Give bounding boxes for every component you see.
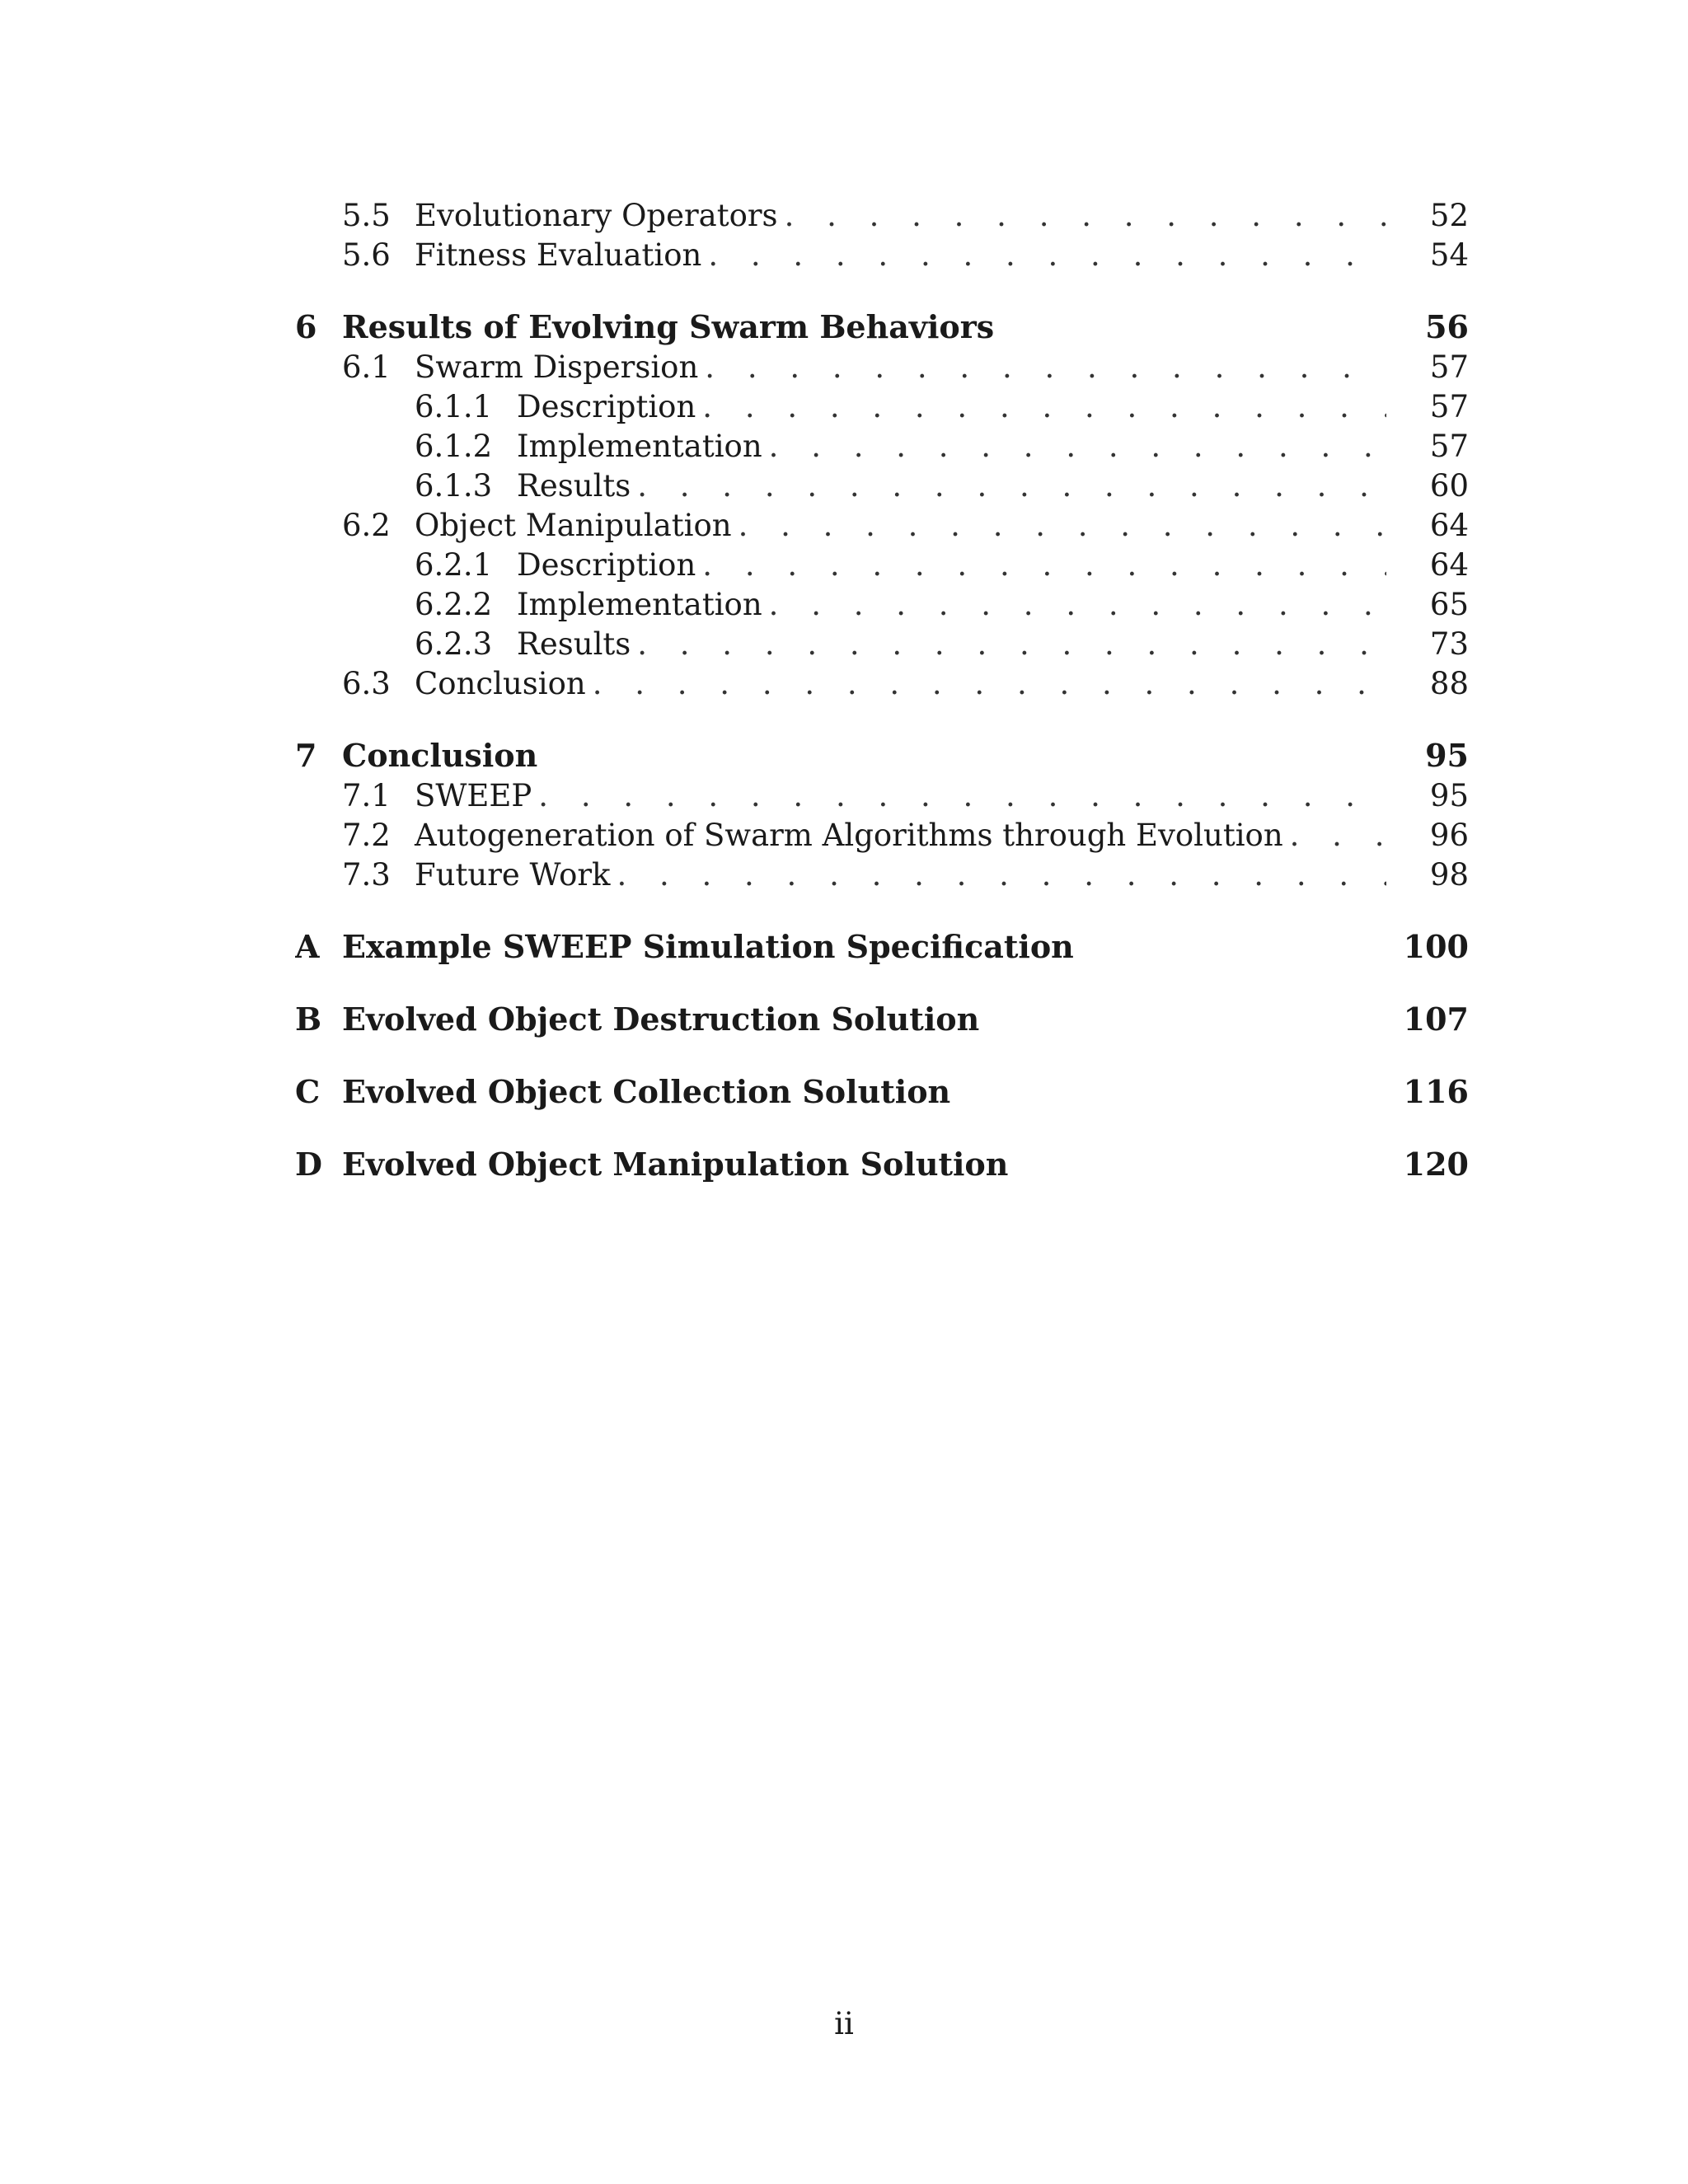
toc-chapter-page: 107 xyxy=(1403,1001,1469,1038)
toc-entry-page: 52 xyxy=(1429,198,1469,233)
toc-chapter-number: A xyxy=(295,928,320,965)
toc-entry-number: 6.2.1 xyxy=(415,547,493,583)
toc-chapter-title: Evolved Object Manipulation Solution xyxy=(342,1146,1009,1183)
toc-entry-6-2[interactable] xyxy=(295,506,1469,546)
toc-chapter-7[interactable] xyxy=(295,735,1469,776)
toc-appendix-d[interactable] xyxy=(295,1144,1469,1185)
toc-chapter-title: Evolved Object Destruction Solution xyxy=(342,1001,980,1038)
toc-chapter-page: 95 xyxy=(1425,737,1469,774)
toc-entry-6-2-2[interactable] xyxy=(295,585,1469,625)
dot-leader xyxy=(1290,816,1386,855)
toc-entry-number: 6.2 xyxy=(342,508,391,543)
toc-appendix-c[interactable] xyxy=(295,1071,1469,1113)
toc-entry-5-6[interactable] xyxy=(295,236,1469,275)
toc-entry-6-1[interactable] xyxy=(295,348,1469,387)
toc-chapter-number: D xyxy=(295,1146,322,1183)
toc-appendix-a[interactable] xyxy=(295,926,1469,968)
dot-leader xyxy=(538,776,1386,816)
toc-entry-title: SWEEP xyxy=(415,778,532,813)
dot-leader xyxy=(769,585,1386,625)
dot-leader xyxy=(738,506,1386,546)
toc-entry-title: Description xyxy=(517,547,696,583)
toc-entry-6-1-3[interactable] xyxy=(295,466,1469,506)
toc-entry-number: 6.1.2 xyxy=(415,429,493,464)
toc-entry-page: 96 xyxy=(1429,818,1469,853)
toc-entry-title: Results xyxy=(517,626,631,662)
dot-leader xyxy=(637,466,1386,506)
toc-entry-page: 64 xyxy=(1429,508,1469,543)
toc-chapter-number: 6 xyxy=(295,308,317,345)
dot-leader xyxy=(785,196,1386,236)
toc-entry-page: 73 xyxy=(1429,626,1469,662)
toc-entry-6-2-3[interactable] xyxy=(295,625,1469,664)
toc-chapter-page: 100 xyxy=(1403,928,1469,965)
toc-entry-page: 88 xyxy=(1429,666,1469,701)
toc-entry-page: 98 xyxy=(1429,857,1469,893)
toc-entry-page: 95 xyxy=(1429,778,1469,813)
toc-entry-page: 57 xyxy=(1429,389,1469,424)
dot-leader xyxy=(637,625,1386,664)
toc-entry-number: 7.1 xyxy=(342,778,391,813)
toc-entry-7-3[interactable] xyxy=(295,855,1469,895)
toc-entry-title: Fitness Evaluation xyxy=(415,237,702,273)
toc-entry-page: 57 xyxy=(1429,349,1469,385)
toc-entry-number: 6.1 xyxy=(342,349,391,385)
toc-entry-title: Description xyxy=(517,389,696,424)
toc-entry-page: 54 xyxy=(1429,237,1469,273)
toc-entry-6-3[interactable] xyxy=(295,664,1469,704)
dot-leader xyxy=(593,664,1386,704)
toc-entry-title: Future Work xyxy=(415,857,611,893)
toc-chapter-title: Evolved Object Collection Solution xyxy=(342,1073,951,1110)
toc-appendix-b[interactable] xyxy=(295,999,1469,1040)
toc-chapter-page: 116 xyxy=(1403,1073,1469,1110)
toc-chapter-page: 120 xyxy=(1403,1146,1469,1183)
toc-chapter-page: 56 xyxy=(1425,308,1469,345)
toc-entry-7-1[interactable] xyxy=(295,776,1469,816)
toc-entry-5-5[interactable] xyxy=(295,196,1469,236)
dot-leader xyxy=(769,427,1386,466)
toc-entry-title: Evolutionary Operators xyxy=(415,198,778,233)
toc-entry-title: Object Manipulation xyxy=(415,508,732,543)
toc-entry-title: Implementation xyxy=(517,587,762,622)
dot-leader xyxy=(702,387,1386,427)
toc-entry-title: Conclusion xyxy=(415,666,586,701)
toc-entry-number: 6.2.3 xyxy=(415,626,493,662)
toc-entry-number: 5.5 xyxy=(342,198,391,233)
dot-leader xyxy=(705,348,1386,387)
toc-entry-title: Autogeneration of Swarm Algorithms through Evolution xyxy=(415,818,1283,853)
toc-entry-page: 57 xyxy=(1429,429,1469,464)
dot-leader xyxy=(702,546,1386,585)
toc-entry-7-2[interactable] xyxy=(295,816,1469,855)
toc-chapter-title: Example SWEEP Simulation Specification xyxy=(342,928,1074,965)
toc-entry-number: 7.2 xyxy=(342,818,391,853)
page-number: ii xyxy=(834,2006,854,2041)
dot-leader xyxy=(617,855,1386,895)
toc-entry-number: 5.6 xyxy=(342,237,391,273)
toc-entry-number: 6.2.2 xyxy=(415,587,493,622)
toc-chapter-6[interactable] xyxy=(295,307,1469,348)
toc-entry-title: Results xyxy=(517,468,631,504)
toc-entry-title: Implementation xyxy=(517,429,762,464)
toc-entry-page: 64 xyxy=(1429,547,1469,583)
toc-chapter-number: B xyxy=(295,1001,322,1038)
toc-entry-number: 6.1.1 xyxy=(415,389,493,424)
toc-entry-number: 6.3 xyxy=(342,666,391,701)
toc-entry-page: 60 xyxy=(1429,468,1469,504)
toc-entry-page: 65 xyxy=(1429,587,1469,622)
toc-chapter-number: 7 xyxy=(295,737,317,774)
toc-entry-6-1-1[interactable] xyxy=(295,387,1469,427)
dot-leader xyxy=(708,236,1386,275)
toc-entry-6-1-2[interactable] xyxy=(295,427,1469,466)
toc-entry-number: 6.1.3 xyxy=(415,468,493,504)
toc-chapter-title: Conclusion xyxy=(342,737,538,774)
toc-entry-6-2-1[interactable] xyxy=(295,546,1469,585)
toc-chapter-title: Results of Evolving Swarm Behaviors xyxy=(342,308,995,345)
table-of-contents xyxy=(295,196,1469,1185)
toc-entry-title: Swarm Dispersion xyxy=(415,349,699,385)
toc-entry-number: 7.3 xyxy=(342,857,391,893)
toc-chapter-number: C xyxy=(295,1073,321,1110)
